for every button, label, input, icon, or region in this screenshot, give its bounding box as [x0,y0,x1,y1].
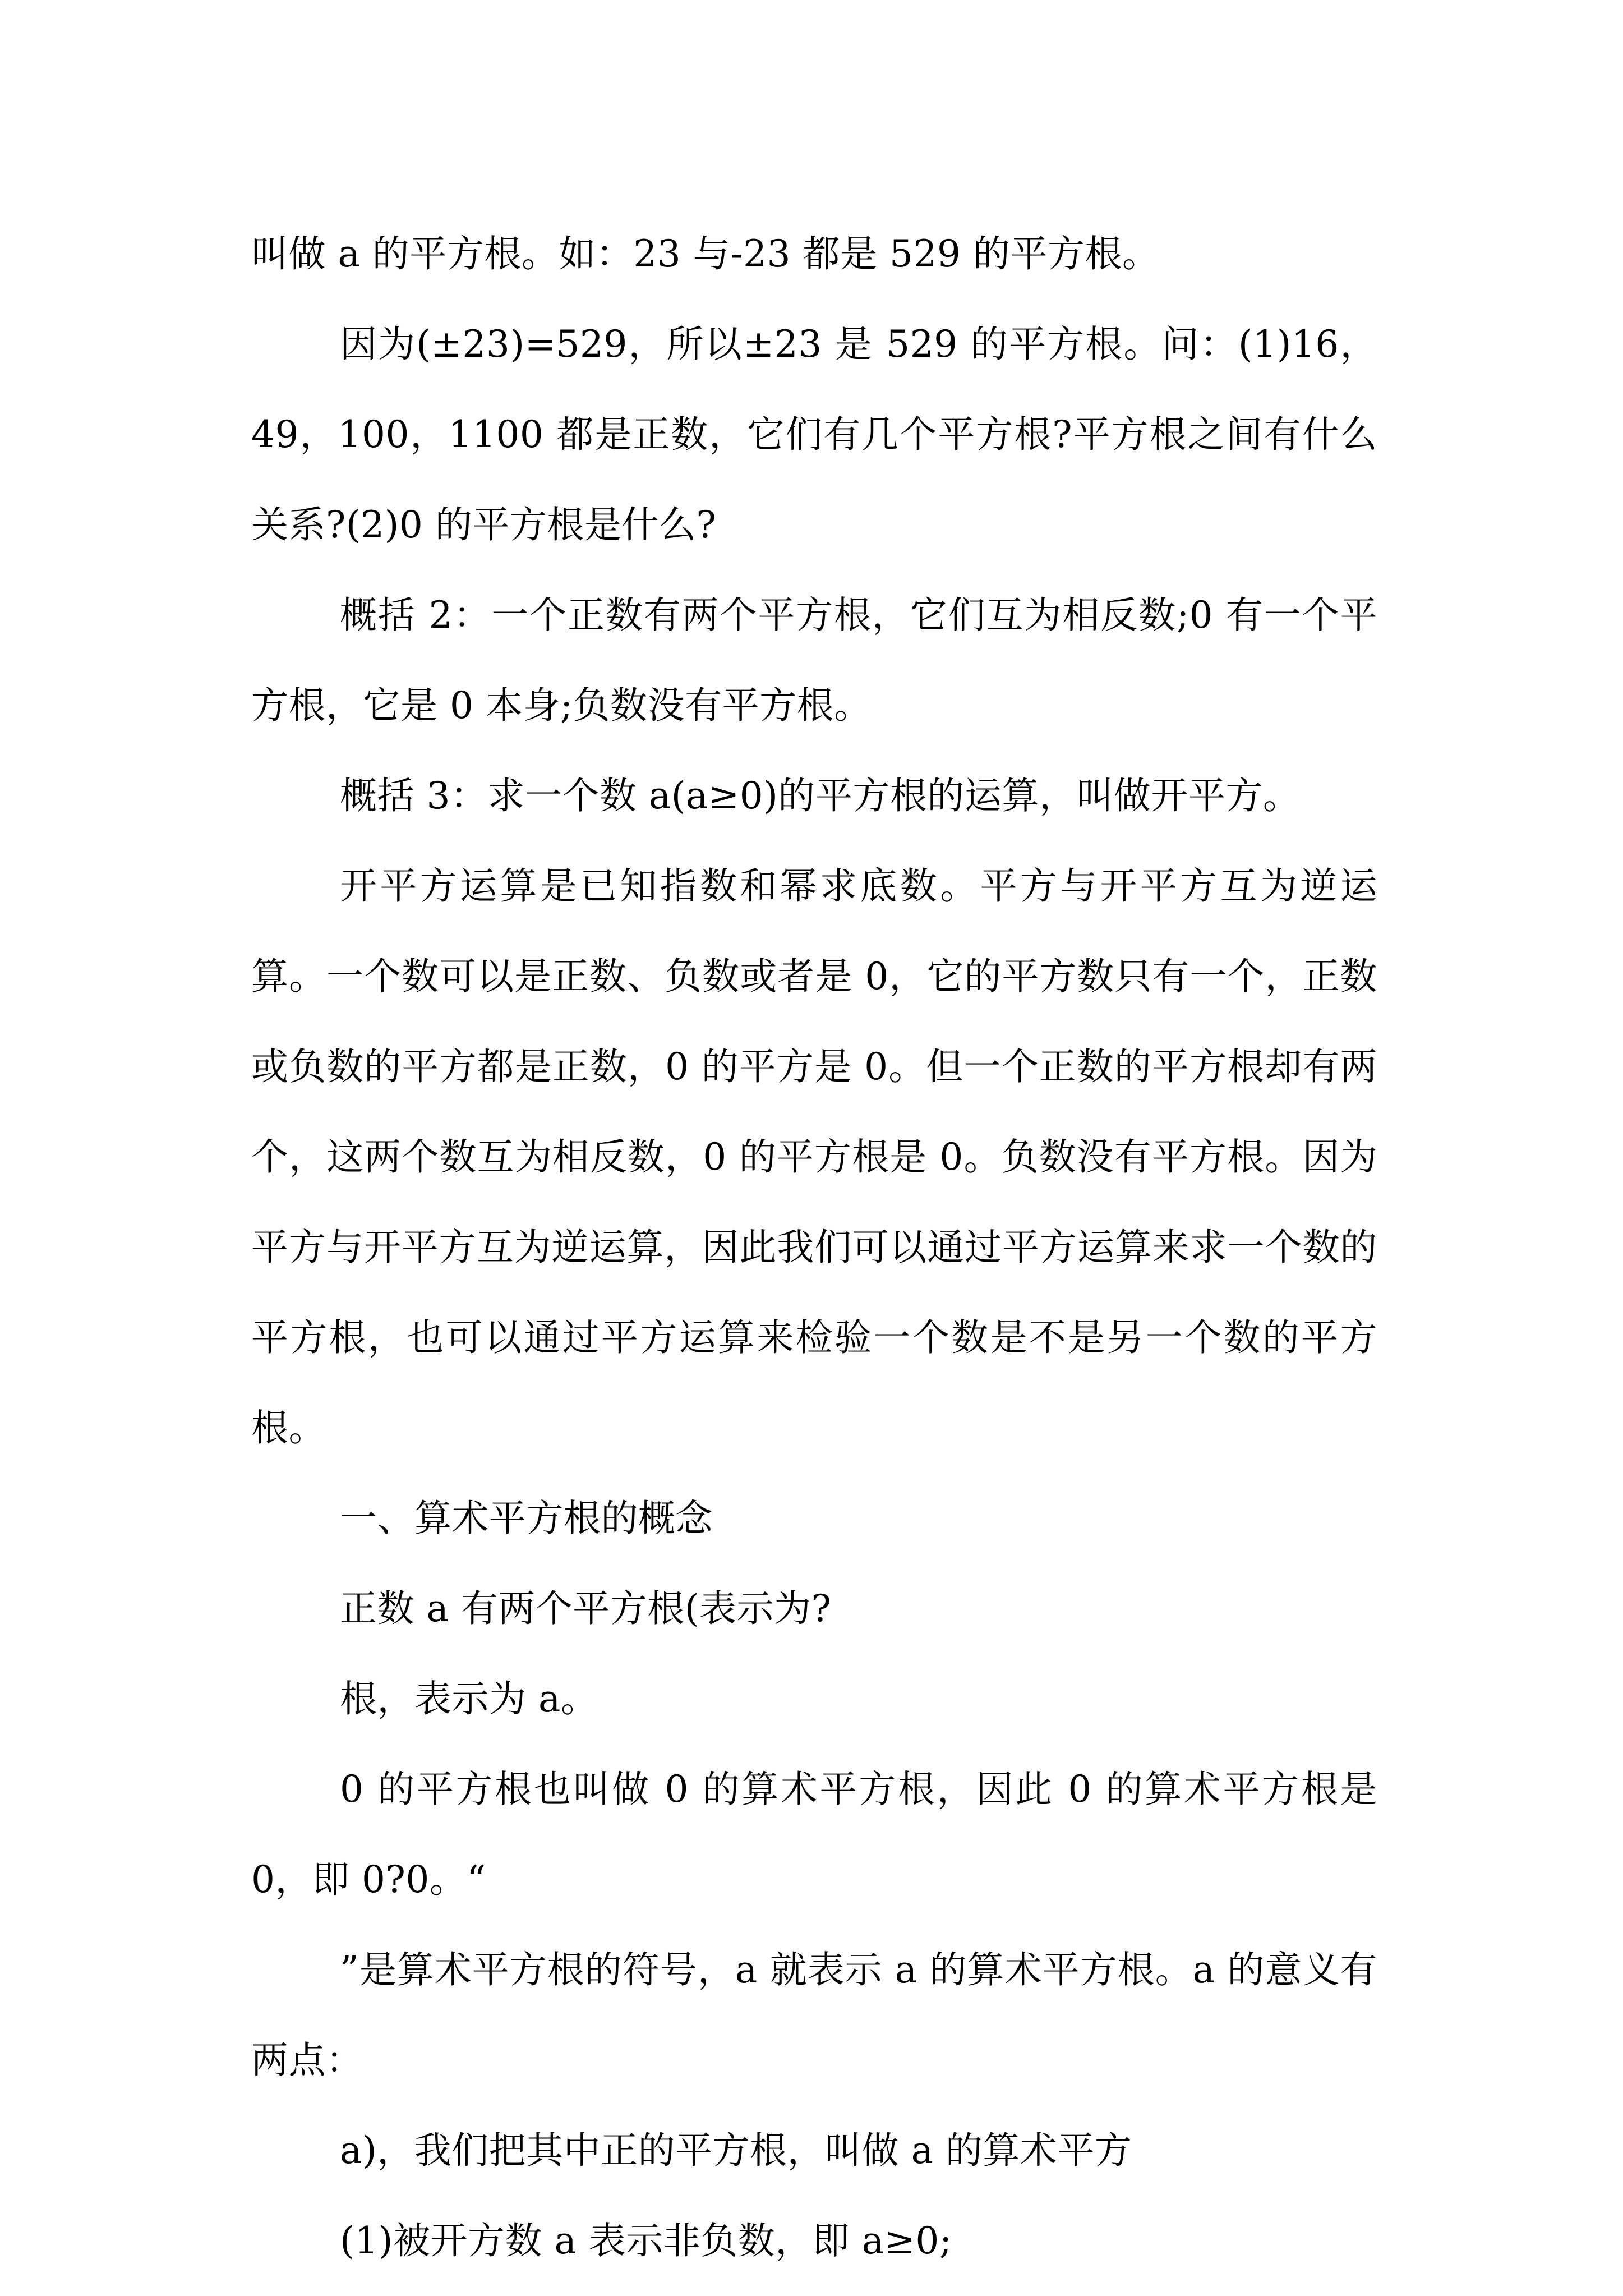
section-heading: 一、算术平方根的概念 [340,1497,713,1540]
paragraph: 0 的平方根也叫做 0 的算术平方根，因此 0 的算术平方根是 0，即 0?0。“ [251,1768,1377,1901]
paragraph: a)，我们把其中正的平方根，叫做 a 的算术平方 [340,2129,1132,2172]
paragraph: 开平方运算是已知指数和幂求底数。平方与开平方互为逆运算。一个数可以是正数、负数或者是 0，它的平方数只有一个，正数或负数的平方都是正数，0 的平方是 0。但一个正数的平方根却有两个，这两个数互为相反数，0 的平方根是 0。负数没有平方根。因为平方与开平方互为逆运算，因此我们可以通过平方运算来求一个数的平方根，也可以通过平方运算来检验一个数是不是另一个数的平方根。 [251,864,1377,1450]
paragraph: 因为(±23)=529，所以±23 是 529 的平方根。问：(1)16，49，100，1100 都是正数，它们有几个平方根?平方根之间有什么关系?(2)0 的平方根是什么? [251,323,1377,546]
paragraph: 根，表示为 a。 [340,1677,598,1720]
paragraph: 正数 a 有两个平方根(表示为? [340,1587,832,1630]
paragraph: 概括 2：一个正数有两个平方根，它们互为相反数;0 有一个平方根，它是 0 本身;负数没有平方根。 [251,593,1377,727]
paragraph: ”是算术平方根的符号，a 就表示 a 的算术平方根。a 的意义有两点： [251,1948,1377,2082]
paragraph: 概括 3：求一个数 a(a≥0)的平方根的运算，叫做开平方。 [340,774,1301,817]
paragraph: 叫做 a 的平方根。如：23 与-23 都是 529 的平方根。 [251,232,1160,275]
document-body [251,209,1377,2286]
paragraph: (1)被开方数 a 表示非负数，即 a≥0; [340,2219,952,2262]
